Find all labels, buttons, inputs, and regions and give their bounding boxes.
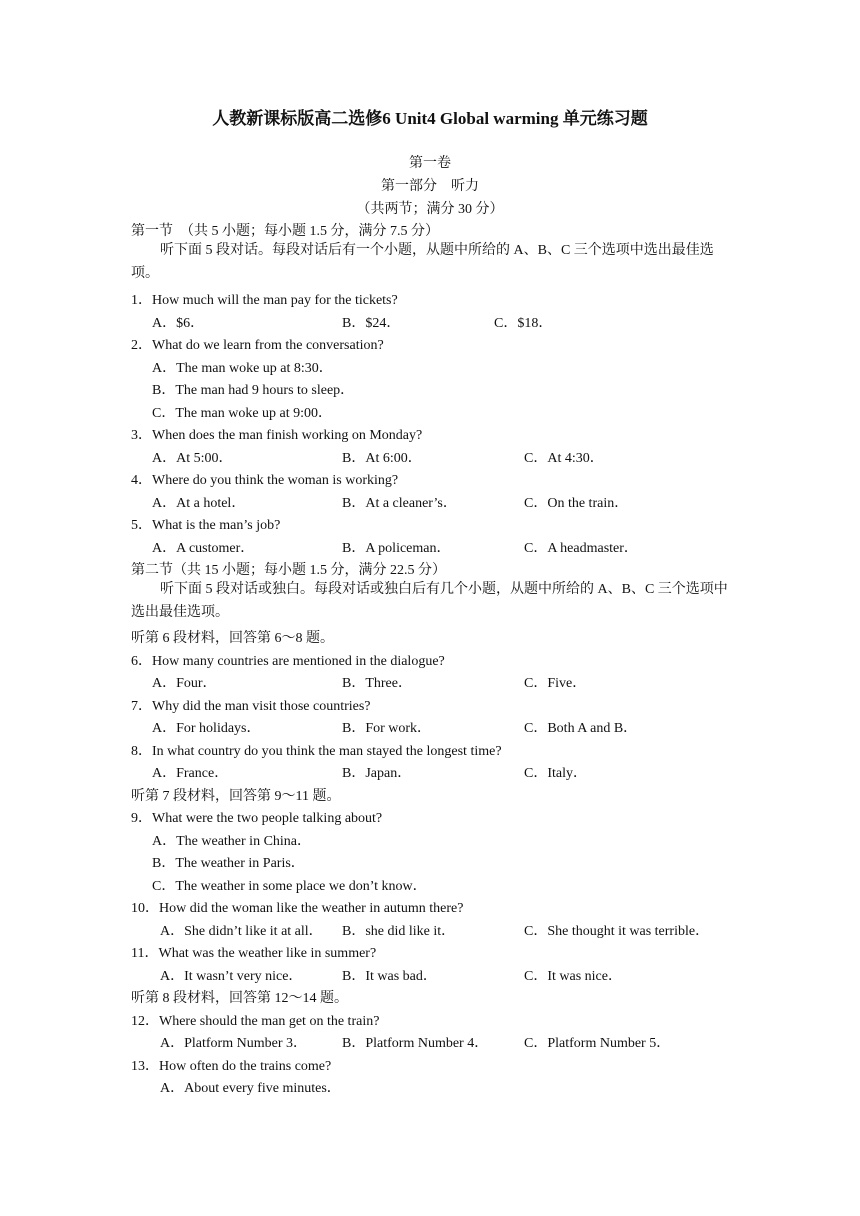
option-c: C．Platform Number 5． [524,1036,671,1051]
option-a: A．At 5:00． [152,451,233,466]
question-2: 2．What do we learn from the conversation? [131,338,384,353]
option-c: C．Five． [524,676,587,691]
option-b: B．At 6:00． [342,451,422,466]
option-b: B．The man had 9 hours to sleep． [152,383,355,398]
option-b: B．It was bad． [342,969,437,984]
question-5: 5．What is the man’s job? [131,518,281,533]
option-c: C．At 4:30． [524,451,604,466]
question-12: 12．Where should the man get on the train? [131,1014,380,1029]
option-a: A．For holidays． [152,721,261,736]
option-a: A．Platform Number 3． [160,1036,307,1051]
option-c: C．A headmaster． [524,541,638,556]
question-1: 1．How much will the man pay for the tickets? [131,293,398,308]
option-a: A．$6． [152,316,205,331]
question-7: 7．Why did the man visit those countries? [131,699,371,714]
option-c: C．On the train． [524,496,629,511]
question-6: 6．How many countries are mentioned in the dialogue? [131,654,445,669]
section2-instruction: 听下面 5 段对话或独白。每段对话或独白后有几个小题，从题中所给的 A、B、C 三个选项中选出最佳选项。 [131,582,728,620]
option-b: B．$24． [342,316,401,331]
option-b: B．A policeman． [342,541,451,556]
option-c: C．The man woke up at 9:00． [152,406,333,421]
group-7-instruction: 听第 7 段材料，回答第 9～11 题。 [131,789,341,804]
question-9: 9．What were the two people talking about? [131,811,383,826]
part-note: （共两节；满分 30 分） [356,202,504,217]
option-b: B．she did like it． [342,924,456,939]
group-8-instruction: 听第 8 段材料，回答第 12～14 题。 [131,991,348,1006]
option-c: C．The weather in some place we don’t know． [152,879,427,894]
option-b: B．Platform Number 4． [342,1036,489,1051]
section1-instruction: 听下面 5 段对话。每段对话后有一个小题，从题中所给的 A、B、C 三个选项中选出最佳选项。 [131,243,714,281]
question-11: 11．What was the weather like in summer? [131,946,377,961]
group-6-instruction: 听第 6 段材料，回答第 6～8 题。 [131,631,334,646]
section2-heading: 第二节（共 15 小题；每小题 1.5 分，满分 22.5 分） [131,563,446,578]
option-a: A．At a hotel． [152,496,246,511]
volume-heading: 第一卷 [409,156,451,171]
question-4: 4．Where do you think the woman is working? [131,473,399,488]
document-title: 人教新课标版高二选修6 Unit4 Global warming 单元练习题 [212,109,648,128]
option-a: A．She didn’t like it at all． [160,924,323,939]
option-b: B．The weather in Paris． [152,856,305,871]
option-b: B．Japan． [342,766,412,781]
question-13: 13．How often do the trains come? [131,1059,332,1074]
option-a: A．A customer． [152,541,255,556]
option-c: C．It was nice． [524,969,622,984]
option-a: A．Four． [152,676,217,691]
question-3: 3．When does the man finish working on Monday? [131,428,423,443]
part-heading: 第一部分 听力 [381,179,479,194]
option-b: B．Three． [342,676,412,691]
section1-heading: 第一节 （共 5 小题；每小题 1.5 分，满分 7.5 分） [131,224,439,239]
question-10: 10．How did the woman like the weather in autumn there? [131,901,464,916]
option-a: A．The weather in China． [152,834,312,849]
option-a: A．France． [152,766,229,781]
option-a: A．The man woke up at 8:30． [152,361,333,376]
option-a: A．It wasn’t very nice． [160,969,303,984]
option-b: B．For work． [342,721,432,736]
option-c: C．Both A and B． [524,721,638,736]
option-c: C．She thought it was terrible． [524,924,710,939]
option-c: C．$18． [494,316,553,331]
option-b: B．At a cleaner’s． [342,496,457,511]
question-8: 8．In what country do you think the man stayed the longest time? [131,744,502,759]
option-a: A．About every five minutes． [160,1081,341,1096]
option-c: C．Italy． [524,766,587,781]
